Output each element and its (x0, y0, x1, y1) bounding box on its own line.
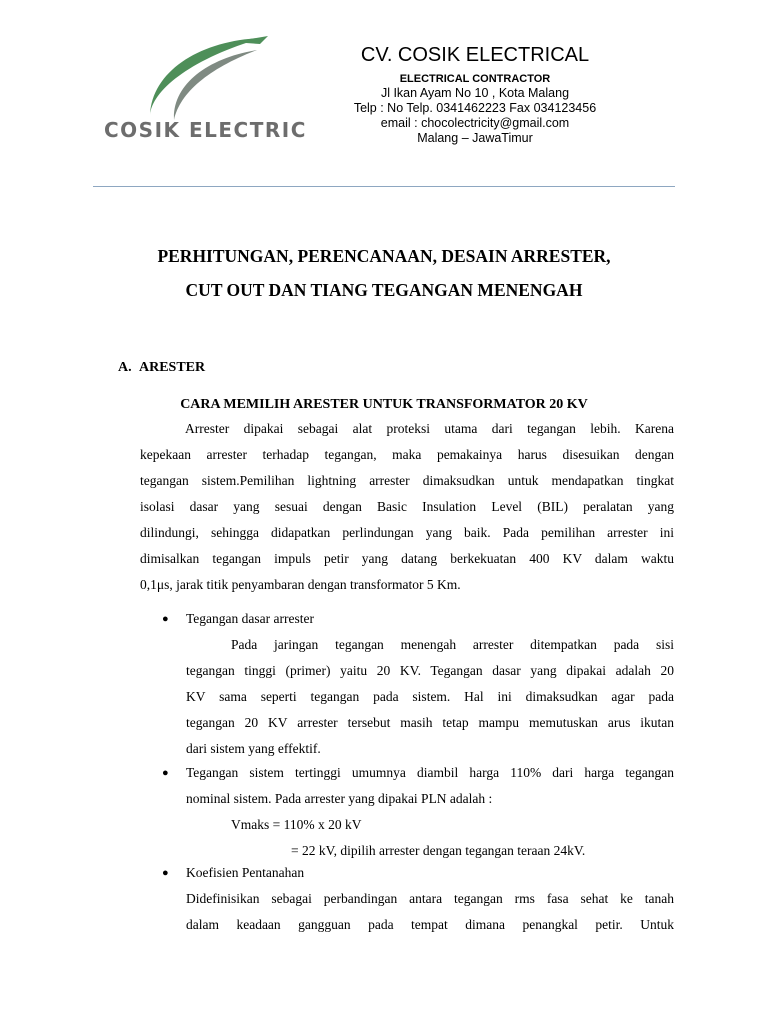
bullet-item (140, 760, 674, 864)
bullet-icon: ● (162, 613, 169, 625)
bullet-line: dari sistem yang effektif. (186, 741, 321, 756)
section-number: A. (118, 360, 132, 375)
paragraph-line: Arrester dipakai sebagai alat proteksi utama dari tegangan lebih. Karena (185, 421, 674, 436)
paragraph-line: 0,1μs, jarak titik penyambaran dengan transformator 5 Km. (140, 577, 461, 592)
bullet-title: Tegangan dasar arrester (186, 611, 314, 626)
bullet-title: Koefisien Pentanahan (186, 865, 305, 880)
formula-line: Vmaks = 110% x 20 kV (231, 817, 362, 832)
paragraph-line: isolasi dasar yang sesuai dengan Basic Insulation Level (BIL) peralatan yang (140, 499, 674, 514)
bullet-line: KV sama seperti tegangan pada sistem. Hal ini dimaksudkan agar pada (186, 689, 674, 704)
bullet-line: tegangan tinggi (primer) yaitu 20 KV. Tegangan dasar yang dipakai adalah 20 (186, 663, 674, 678)
formula-result: = 22 kV, dipilih arrester dengan tegangan teraan 24kV. (291, 843, 586, 858)
bullet-icon: ● (162, 767, 169, 779)
section-title: ARESTER (139, 360, 206, 375)
bullet-item (140, 860, 674, 938)
logo-text: COSIK ELECTRIC (104, 118, 307, 142)
company-phone: Telp : No Telp. 0341462223 Fax 034123456 (353, 101, 597, 115)
paragraph-line: dilindungi, sehingga didapatkan perlindungan yang baik. Pada pemilihan arrester ini (140, 525, 674, 540)
bullet-item (140, 606, 674, 762)
company-tagline: ELECTRICAL CONTRACTOR (399, 73, 551, 85)
intro-paragraph (140, 416, 674, 598)
sub-heading: CARA MEMILIH ARESTER UNTUK TRANSFORMATOR 20 KV (180, 397, 588, 412)
bullet-line: nominal sistem. Pada arrester yang dipakai PLN adalah : (186, 791, 493, 806)
bullet-icon: ● (162, 867, 169, 879)
paragraph-line: dimisalkan tegangan impuls petir yang datang berkekuatan 400 KV dalam waktu (140, 551, 674, 566)
document-title-line-2: CUT OUT DAN TIANG TEGANGAN MENENGAH (185, 280, 583, 300)
company-name: CV. COSIK ELECTRICAL (360, 44, 590, 66)
company-city: Malang – JawaTimur (417, 131, 533, 145)
bullet-line: dalam keadaan gangguan pada tempat dimana penangkal petir. Untuk (186, 917, 674, 932)
bullet-line: tegangan 20 KV arrester tersebut masih tetap mampu memutuskan arus ikutan (186, 715, 674, 730)
bullet-line: Tegangan sistem tertinggi umumnya diambil harga 110% dari harga tegangan (186, 765, 674, 780)
document-title-line-1: PERHITUNGAN, PERENCANAAN, DESAIN ARRESTER, (157, 246, 611, 266)
section-heading (118, 360, 205, 376)
paragraph-line: kepekaan arrester terhadap tegangan, maka pemakainya harus disesuikan dengan (140, 447, 674, 462)
paragraph-line: tegangan sistem.Pemilihan lightning arrester dimaksudkan untuk mendapatkan tingkat (140, 473, 674, 488)
company-email: email : chocolectricity@gmail.com (380, 116, 570, 130)
bullet-line: Didefinisikan sebagai perbandingan antara tegangan rms fasa sehat ke tanah (186, 891, 674, 906)
header-divider (93, 186, 675, 187)
company-address: Jl Ikan Ayam No 10 , Kota Malang (380, 86, 570, 100)
bullet-line: Pada jaringan tegangan menengah arrester ditempatkan pada sisi (231, 637, 674, 652)
